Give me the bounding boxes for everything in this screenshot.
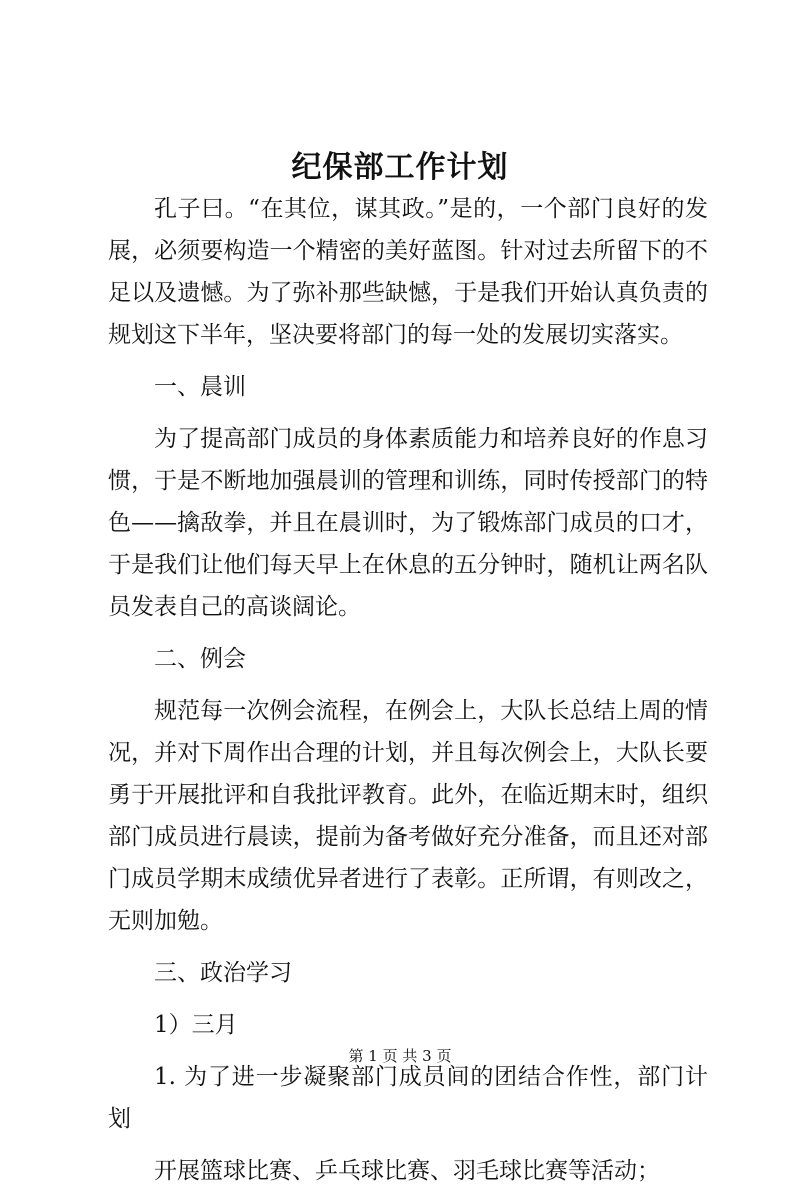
section-heading-weekly-meeting: 二、例会 [154, 646, 246, 672]
list-item-plan: 1. 为了进一步凝聚部门成员间的团结合作性，部门计划 [108, 1064, 708, 1132]
page-footer: 第 1 页 共 3 页 [348, 1047, 452, 1065]
paragraph-intro: 孔子曰。“在其位，谋其政。”是的，一个部门良好的发展，必须要构造一个精密的美好蓝图。针对过去所留下的不足以及遗憾。为了弥补那些缺憾，于是我们开始认真负责的规划这下半年，坚决要将部门的每一处的发展切实落实。 [108, 196, 708, 348]
section-heading-morning-training: 一、晨训 [154, 374, 246, 400]
subheading-march: 1）三月 [154, 1012, 238, 1038]
document-title: 纪保部工作计划 [291, 150, 509, 185]
paragraph-activities: 开展篮球比赛、乒乓球比赛、羽毛球比赛等活动； [154, 1158, 660, 1184]
section-heading-political-study: 三、政治学习 [154, 960, 292, 986]
paragraph-morning-training: 为了提高部门成员的身体素质能力和培养良好的作息习惯，于是不断地加强晨训的管理和训练，同时传授部门的特色——擒敌拳，并且在晨训时，为了锻炼部门成员的口才，于是我们让他们每天早上在休息的五分钟时，随机让两名队员发表自己的高谈阔论。 [108, 426, 708, 620]
paragraph-weekly-meeting: 规范每一次例会流程，在例会上，大队长总结上周的情况，并对下周作出合理的计划，并且每次例会上，大队长要勇于开展批评和自我批评教育。此外，在临近期末时，组织部门成员进行晨读，提前为备考做好充分准备，而且还对部门成员学期末成绩优异者进行了表彰。正所谓，有则改之，无则加勉。 [108, 698, 708, 934]
